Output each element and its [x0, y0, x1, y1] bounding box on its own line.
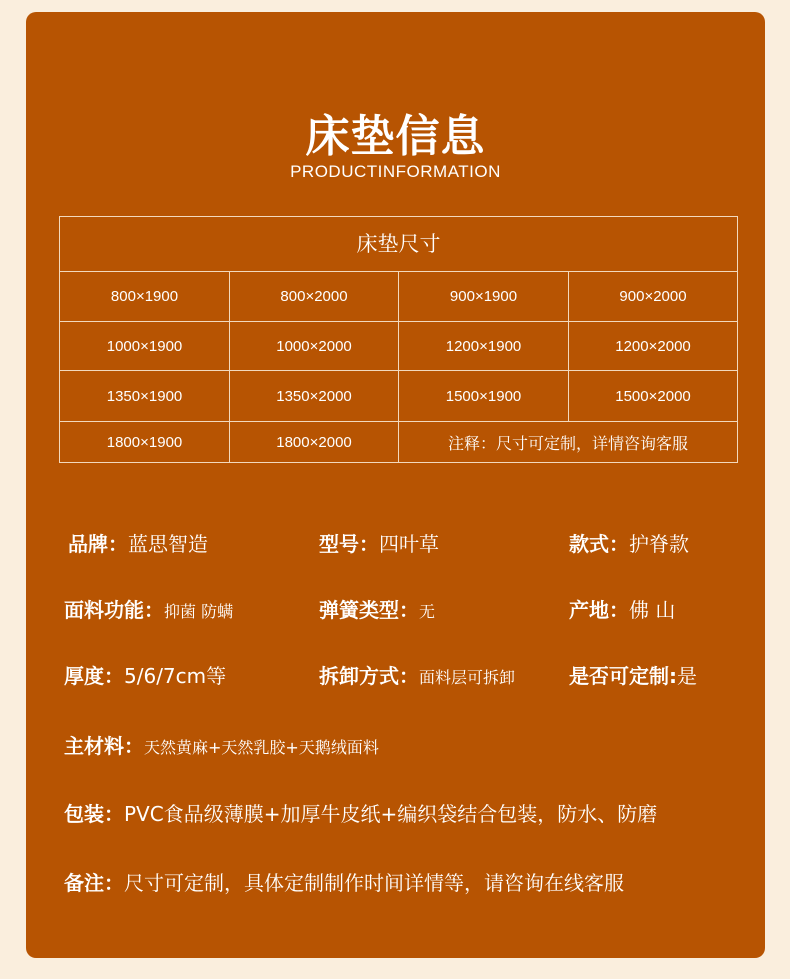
spec-fabric-function	[64, 594, 233, 623]
spec-removal	[319, 660, 515, 689]
page-title: 床垫信息	[305, 111, 486, 162]
table-cell: 1350×1900	[60, 371, 230, 421]
spec-label: 品牌：	[68, 532, 128, 556]
table-cell: 1200×2000	[615, 337, 691, 355]
table-row	[60, 322, 737, 371]
spec-value: 面料层可拆卸	[419, 668, 516, 687]
table-row	[60, 371, 737, 422]
table-cell: 1200×1900	[399, 322, 569, 370]
spec-label: 面料功能：	[64, 598, 164, 622]
spec-style	[569, 528, 689, 557]
spec-value: 是	[677, 664, 697, 688]
table-cell: 800×2000	[230, 271, 399, 321]
spec-value: 5/6/7cm等	[124, 664, 227, 688]
table-cell: 800×1900	[60, 271, 230, 321]
spec-packaging	[64, 798, 657, 827]
table-cell: 1800×1900	[60, 422, 230, 462]
spec-brand	[68, 528, 208, 557]
table-cell: 1000×2000	[230, 322, 399, 370]
spec-material	[64, 730, 379, 759]
spec-value: 天然黄麻+天然乳胶+天鹅绒面料	[144, 738, 379, 757]
table-cell: 1500×1900	[399, 371, 569, 421]
spec-label: 弹簧类型：	[319, 598, 419, 622]
size-note-cell: 注释：尺寸可定制，详情咨询客服	[447, 433, 688, 453]
spec-label: 型号：	[319, 532, 379, 556]
spec-label: 产地：	[569, 598, 629, 622]
spec-origin	[569, 594, 675, 623]
product-info-card	[26, 12, 765, 958]
spec-value: PVC食品级薄膜+加厚牛皮纸+编织袋结合包装，防水、防磨	[124, 802, 658, 826]
table-cell: 900×2000	[619, 287, 687, 305]
table-row	[60, 422, 737, 462]
table-cell: 900×1900	[399, 271, 569, 321]
table-row	[60, 271, 737, 322]
spec-value: 无	[419, 602, 436, 621]
spec-label: 主材料：	[64, 734, 144, 758]
spec-value: 抑菌 防螨	[164, 602, 234, 621]
spec-value: 蓝思智造	[128, 532, 208, 556]
spec-label: 是否可定制:	[569, 664, 677, 688]
spec-value: 佛 山	[629, 598, 676, 622]
spec-value: 尺寸可定制，具体定制制作时间详情等，请咨询在线客服	[124, 871, 624, 895]
spec-remark	[64, 867, 624, 896]
spec-thickness	[64, 660, 226, 689]
spec-label: 包装：	[64, 802, 124, 826]
spec-model	[319, 528, 439, 557]
table-cell: 1000×1900	[60, 322, 230, 370]
size-table-heading: 床垫尺寸	[60, 217, 737, 272]
spec-customizable	[569, 660, 697, 689]
spec-label: 款式：	[569, 532, 629, 556]
spec-label: 备注：	[64, 871, 124, 895]
table-cell: 1500×2000	[615, 387, 691, 405]
table-cell: 1800×2000	[230, 422, 399, 462]
table-cell: 1350×2000	[230, 371, 399, 421]
spec-spring-type	[319, 594, 435, 623]
page-subtitle: PRODUCTINFORMATION	[290, 162, 501, 181]
spec-value: 四叶草	[379, 532, 439, 556]
spec-label: 拆卸方式：	[319, 664, 419, 688]
size-table	[59, 216, 738, 463]
spec-value: 护脊款	[629, 532, 689, 556]
spec-label: 厚度：	[64, 664, 124, 688]
